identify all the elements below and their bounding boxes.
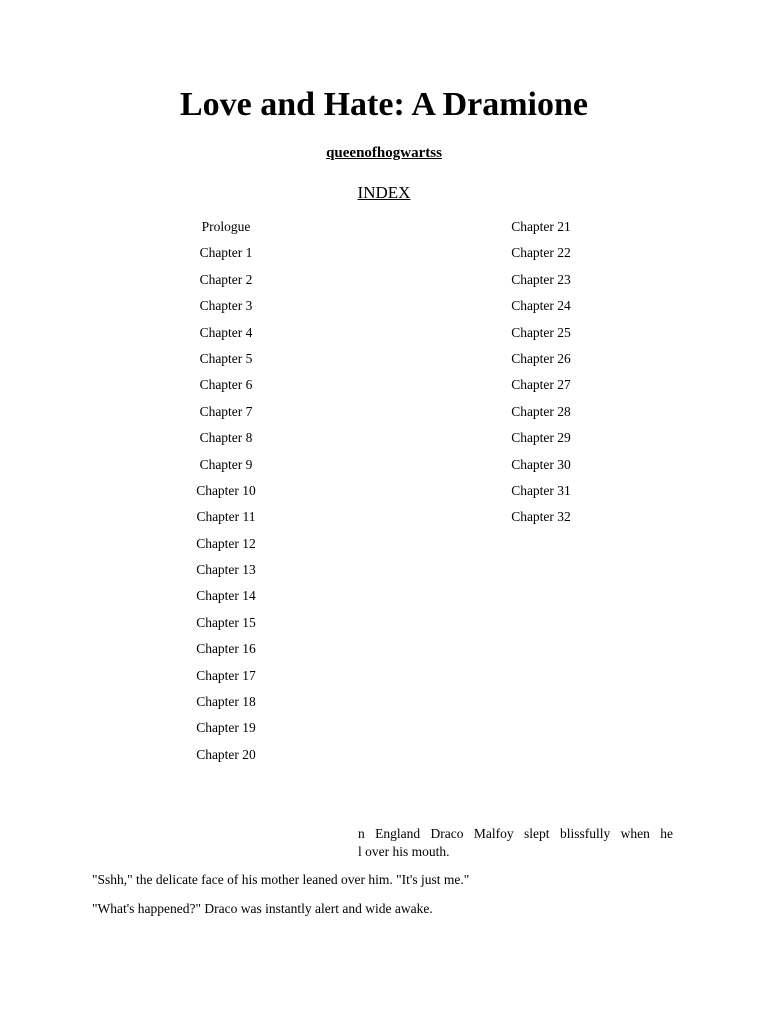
index-chapter-link[interactable]: Chapter 3 (199, 298, 253, 314)
author-link[interactable]: queenofhogwartss (326, 145, 442, 161)
story-line-fragment: l over his mouth. (358, 844, 450, 859)
index-chapter-link[interactable]: Chapter 22 (511, 245, 571, 261)
index-chapter-link[interactable]: Chapter 2 (199, 271, 253, 287)
index-chapter-link[interactable]: Chapter 30 (511, 456, 571, 472)
index-chapter-link[interactable]: Chapter 1 (199, 245, 253, 261)
index-heading: INDEX (357, 183, 411, 202)
index-chapter-link[interactable]: Prologue (201, 219, 251, 234)
index-chapter-link[interactable]: Chapter 6 (199, 377, 253, 393)
index-chapter-link[interactable]: Chapter 27 (511, 377, 571, 393)
index-chapter-link[interactable]: Chapter 31 (511, 482, 571, 498)
document-title: Love and Hate: A Dramione (180, 86, 588, 123)
index-chapter-link[interactable]: Chapter 20 (196, 746, 256, 762)
index-left-column (156, 214, 296, 768)
index-chapter-link[interactable]: Chapter 21 (511, 219, 571, 234)
index-chapter-link[interactable]: Chapter 4 (199, 324, 253, 340)
index-chapter-link[interactable]: Chapter 28 (511, 403, 571, 419)
index-chapter-link[interactable]: Chapter 7 (199, 403, 253, 419)
index-chapter-link[interactable]: Chapter 8 (199, 430, 253, 446)
index-chapter-link[interactable]: Chapter 16 (196, 641, 256, 657)
index-chapter-link[interactable]: Chapter 5 (199, 350, 253, 366)
index-chapter-link[interactable]: Chapter 12 (196, 535, 256, 551)
index-chapter-link[interactable]: Chapter 14 (196, 588, 256, 604)
index-right-column (471, 214, 611, 531)
index-chapter-link[interactable]: Chapter 15 (196, 614, 256, 630)
story-line: "Sshh," the delicate face of his mother leaned over him. "It's just me." (92, 872, 470, 887)
index-chapter-link[interactable]: Chapter 9 (199, 456, 253, 472)
story-line-fragment: n England Draco Malfoy slept blissfully when he (358, 826, 673, 841)
index-chapter-link[interactable]: Chapter 25 (511, 324, 571, 340)
index-chapter-link[interactable]: Chapter 32 (511, 509, 571, 525)
index-chapter-link[interactable]: Chapter 11 (196, 509, 256, 525)
index-chapter-link[interactable]: Chapter 23 (511, 271, 571, 287)
story-line: "What's happened?" Draco was instantly alert and wide awake. (92, 901, 433, 916)
index-chapter-link[interactable]: Chapter 26 (511, 350, 571, 366)
index-chapter-link[interactable]: Chapter 10 (196, 482, 256, 498)
index-chapter-link[interactable]: Chapter 13 (196, 562, 256, 578)
index-chapter-link[interactable]: Chapter 24 (511, 298, 571, 314)
index-chapter-link[interactable]: Chapter 18 (196, 694, 256, 710)
index-chapter-link[interactable]: Chapter 19 (196, 720, 256, 736)
index-chapter-link[interactable]: Chapter 17 (196, 667, 256, 683)
index-chapter-link[interactable]: Chapter 29 (511, 430, 571, 446)
